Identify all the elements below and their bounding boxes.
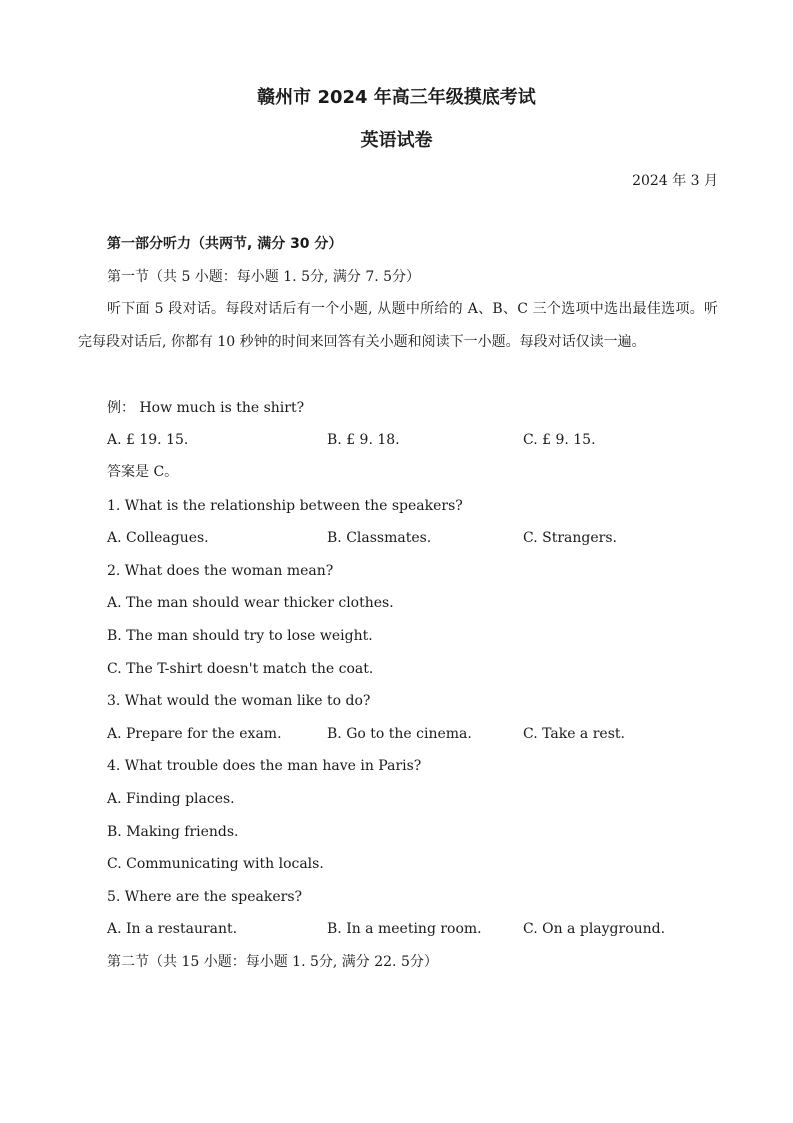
question-4-option-a: A. Finding places. xyxy=(107,791,235,807)
example-question: 例： How much is the shirt? xyxy=(107,400,305,416)
exam-date: 2024 年 3 月 xyxy=(632,173,718,189)
question-2-option-a: A. The man should wear thicker clothes. xyxy=(107,595,394,611)
question-4: 4. What trouble does the man have in Paris? xyxy=(107,758,422,774)
section2-heading: 第二节（共 15 小题：每小题 1. 5分, 满分 22. 5分） xyxy=(107,954,438,970)
example-answer: 答案是 C。 xyxy=(107,464,179,480)
question-1-option-a: A. Colleagues. xyxy=(107,530,209,546)
question-5-option-b: B. In a meeting room. xyxy=(327,921,482,937)
question-4-option-c: C. Communicating with locals. xyxy=(107,856,324,872)
exam-title: 赣州市 2024 年高三年级摸底考试 xyxy=(257,87,536,108)
exam-subtitle: 英语试卷 xyxy=(360,130,433,151)
question-4-option-b: B. Making friends. xyxy=(107,824,239,840)
question-3-option-c: C. Take a rest. xyxy=(523,726,625,742)
question-1: 1. What is the relationship between the speakers? xyxy=(107,498,463,514)
question-3-option-b: B. Go to the cinema. xyxy=(327,726,472,742)
instructions-paragraph: 听下面 5 段对话。每段对话后有一个小题, 从题中所给的 A、B、C 三个选项中选出最佳选项。听完每段对话后, 你都有 10 秒钟的时间来回答有关小题和阅读下一小题。每段对话仅读一遍。 xyxy=(78,301,718,350)
part1-heading: 第一部分听力（共两节, 满分 30 分） xyxy=(107,236,343,252)
question-5-option-a: A. In a restaurant. xyxy=(107,921,238,937)
section1-heading: 第一节（共 5 小题：每小题 1. 5分, 满分 7. 5分） xyxy=(107,269,421,285)
question-2-option-b: B. The man should try to lose weight. xyxy=(107,628,373,644)
question-5: 5. Where are the speakers? xyxy=(107,889,303,905)
question-3-option-a: A. Prepare for the exam. xyxy=(107,726,282,742)
question-3: 3. What would the woman like to do? xyxy=(107,693,371,709)
question-1-option-c: C. Strangers. xyxy=(523,530,617,546)
question-5-option-c: C. On a playground. xyxy=(523,921,666,937)
question-2: 2. What does the woman mean? xyxy=(107,563,334,579)
example-option-a: A. £ 19. 15. xyxy=(107,432,189,448)
example-option-c: C. £ 9. 15. xyxy=(523,432,596,448)
question-2-option-c: C. The T-shirt doesn't match the coat. xyxy=(107,661,374,677)
question-1-option-b: B. Classmates. xyxy=(327,530,432,546)
example-option-b: B. £ 9. 18. xyxy=(327,432,400,448)
